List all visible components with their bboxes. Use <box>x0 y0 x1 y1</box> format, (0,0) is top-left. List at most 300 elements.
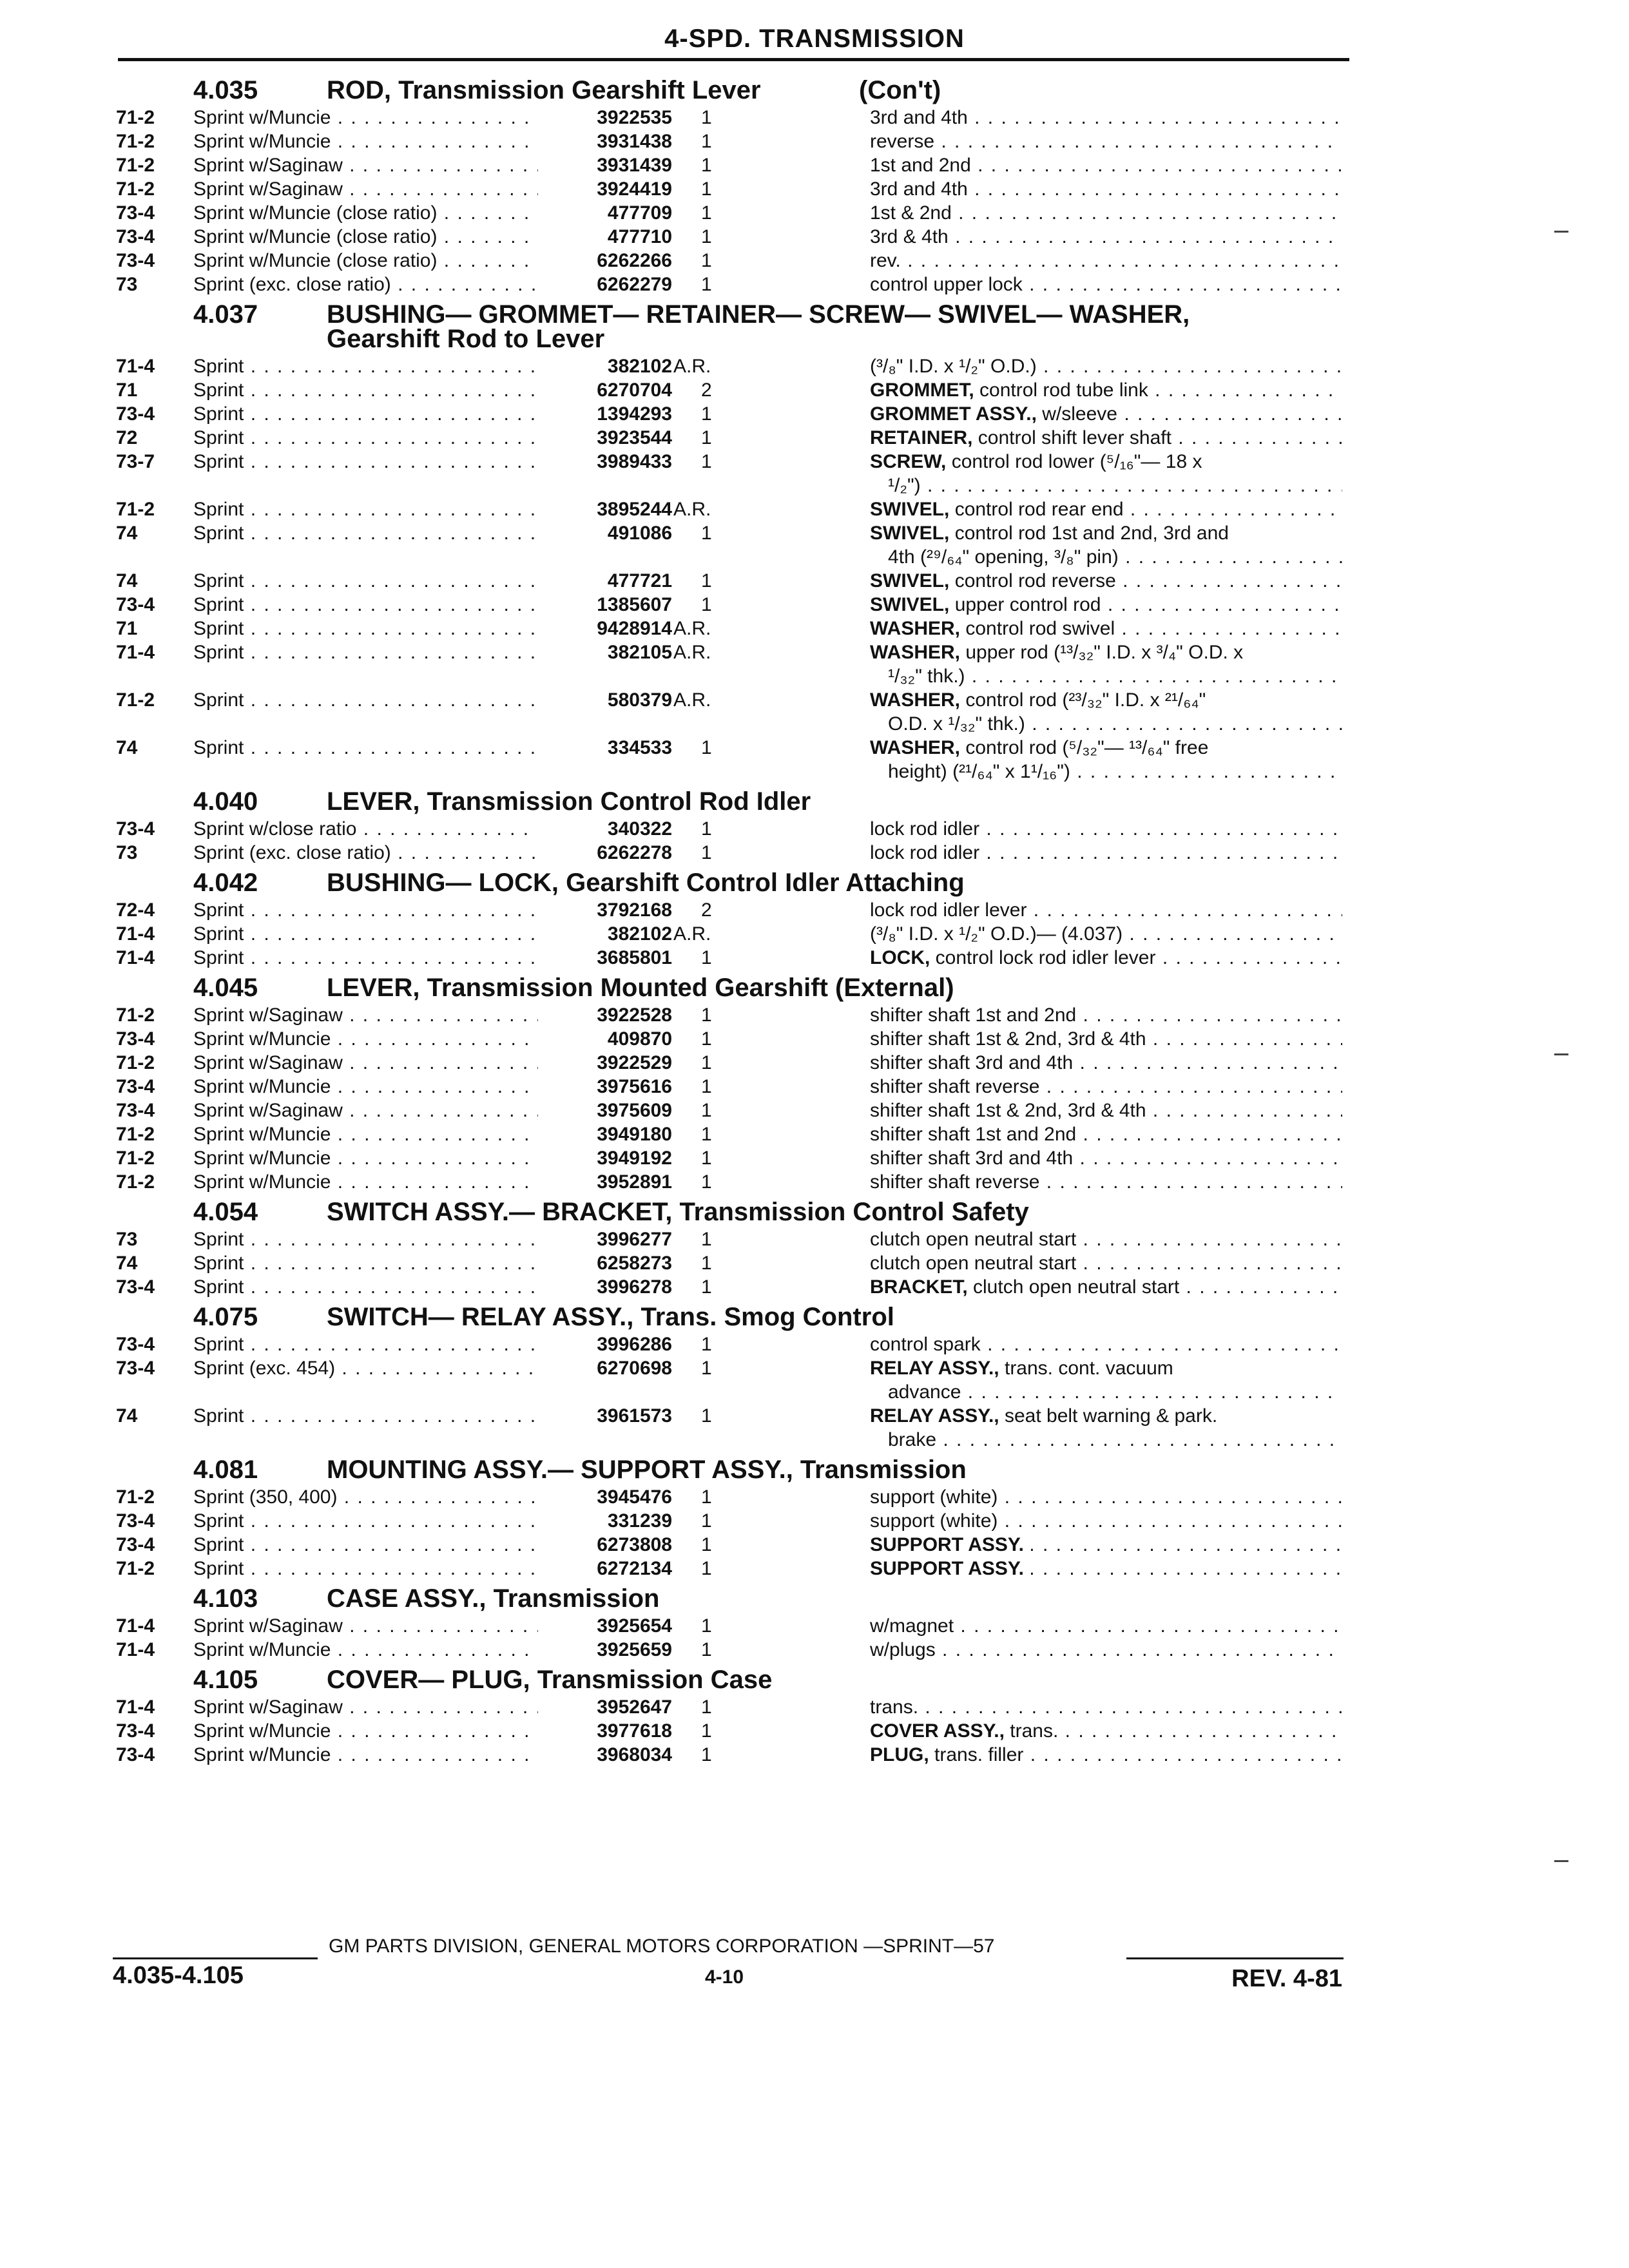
description-text: control rod swivel . . . <box>965 618 1342 639</box>
model-name: Sprint w/Muncie . . . <box>193 1028 538 1050</box>
part-name: BRACKET, <box>870 1276 968 1298</box>
section-number: 4.075 <box>193 1303 258 1331</box>
part-number: 3996286 <box>597 1334 672 1355</box>
footer-rule-left <box>113 1957 318 1959</box>
part-name: WASHER, <box>870 618 961 639</box>
model-year: 74 <box>116 737 138 758</box>
quantity: 2 <box>701 380 712 401</box>
part-description <box>870 618 1342 640</box>
model-name: Sprint . . . <box>193 642 538 664</box>
model-year: 71-2 <box>116 155 155 176</box>
part-row <box>0 1148 1629 1171</box>
description-text-line2: height) (²¹/₆₄" x 1¹/₁₆") . . . <box>888 761 1342 782</box>
model-year: 71-4 <box>116 1696 155 1718</box>
part-number: 477709 <box>607 202 672 224</box>
part-number: 3949192 <box>597 1148 672 1169</box>
quantity: 1 <box>701 451 712 472</box>
part-number: 3931438 <box>597 131 672 152</box>
part-row <box>0 107 1629 131</box>
part-description <box>870 131 1342 153</box>
model-name: Sprint . . . <box>193 899 538 921</box>
description-continued <box>888 1381 1342 1403</box>
part-row <box>0 1334 1629 1358</box>
part-number: 3945476 <box>597 1486 672 1508</box>
quantity: 1 <box>701 1100 712 1121</box>
part-row <box>0 1696 1629 1720</box>
model-year: 71-2 <box>116 689 155 711</box>
part-number: 6270704 <box>597 380 672 401</box>
description-text: clutch open neutral start . . . <box>870 1229 1342 1250</box>
part-name: PLUG, <box>870 1744 929 1765</box>
part-description <box>870 499 1342 521</box>
part-row <box>0 947 1629 971</box>
model-name: Sprint w/Muncie (close ratio) . . . <box>193 202 538 224</box>
model-year: 71-4 <box>116 947 155 968</box>
part-description <box>870 642 1342 664</box>
part-row <box>0 1052 1629 1076</box>
model-name: Sprint . . . <box>193 1229 538 1251</box>
model-name: Sprint . . . <box>193 594 538 616</box>
description-text: seat belt warning & park. <box>1004 1405 1218 1427</box>
part-number: 3922535 <box>597 107 672 128</box>
part-number: 1385607 <box>597 594 672 615</box>
quantity: 1 <box>701 178 712 200</box>
description-text: trans. . . . <box>1010 1720 1342 1742</box>
model-year: 73-4 <box>116 1276 155 1298</box>
part-description <box>870 1253 1342 1274</box>
part-row <box>0 1004 1629 1028</box>
section-continued: (Con't) <box>859 76 941 104</box>
part-number: 580379 <box>607 689 672 711</box>
part-number: 334533 <box>607 737 672 758</box>
part-row <box>0 250 1629 274</box>
quantity: 1 <box>701 403 712 425</box>
description-text: control upper lock . . . <box>870 274 1342 295</box>
quantity: 1 <box>701 1004 712 1026</box>
model-name: Sprint . . . <box>193 380 538 401</box>
part-number: 6258273 <box>597 1253 672 1274</box>
description-text: (³/₈" I.D. x ¹/₂" O.D.)— (4.037) . . . <box>870 923 1342 945</box>
model-name: Sprint w/Muncie (close ratio) . . . <box>193 250 538 272</box>
model-name: Sprint . . . <box>193 618 538 640</box>
quantity: 1 <box>701 818 712 840</box>
model-name: Sprint w/Saginaw . . . <box>193 1696 538 1718</box>
model-year: 73 <box>116 274 138 295</box>
model-year: 71-2 <box>116 107 155 128</box>
model-name: Sprint w/Saginaw . . . <box>193 178 538 200</box>
part-row <box>0 594 1629 618</box>
description-text-line2: O.D. x ¹/₃₂" thk.) . . . <box>888 713 1342 735</box>
part-name: SCREW, <box>870 451 947 472</box>
quantity: 1 <box>701 594 712 615</box>
section-title: CASE ASSY., Transmission <box>327 1584 660 1613</box>
quantity: A.R. <box>673 923 711 945</box>
model-year: 73-4 <box>116 594 155 615</box>
part-name: GROMMET ASSY., <box>870 403 1037 425</box>
part-description <box>870 250 1342 272</box>
part-description <box>870 1052 1342 1074</box>
description-text: shifter shaft 1st and 2nd . . . <box>870 1004 1342 1026</box>
part-number: 477721 <box>607 570 672 591</box>
part-description <box>870 1148 1342 1169</box>
part-description <box>870 1615 1342 1637</box>
model-year: 73-4 <box>116 1100 155 1121</box>
model-year: 74 <box>116 1405 138 1427</box>
model-year: 73-4 <box>116 1720 155 1742</box>
part-number: 3989433 <box>597 451 672 472</box>
description-text-line2: ¹/₂") . . . <box>888 475 1342 496</box>
model-name: Sprint . . . <box>193 1558 538 1580</box>
model-year: 71-4 <box>116 356 155 377</box>
model-year: 71-4 <box>116 1615 155 1637</box>
model-name: Sprint w/Muncie . . . <box>193 1720 538 1742</box>
description-text: control rod reverse . . . <box>955 570 1342 591</box>
quantity: 1 <box>701 1148 712 1169</box>
quantity: 1 <box>701 1052 712 1073</box>
part-description <box>870 202 1342 224</box>
section-title: BUSHING— LOCK, Gearshift Control Idler Attaching <box>327 869 965 897</box>
model-year: 74 <box>116 1253 138 1274</box>
part-row <box>0 642 1629 689</box>
quantity: 1 <box>701 1558 712 1579</box>
part-row <box>0 202 1629 226</box>
part-name: SWIVEL, <box>870 570 950 591</box>
part-description <box>870 1696 1342 1718</box>
description-text: trans. cont. vacuum <box>1004 1358 1173 1379</box>
model-year: 74 <box>116 523 138 544</box>
part-description <box>870 947 1342 969</box>
quantity: 1 <box>701 1534 712 1555</box>
section-title: SWITCH ASSY.— BRACKET, Transmission Control Safety <box>327 1198 1029 1226</box>
quantity: 1 <box>701 1124 712 1145</box>
quantity: 1 <box>701 1744 712 1765</box>
part-number: 382102 <box>607 356 672 377</box>
description-text-line2: brake . . . <box>888 1429 1342 1450</box>
description-text: w/plugs . . . <box>870 1639 1342 1660</box>
part-row <box>0 1510 1629 1534</box>
description-text: control rod lower (⁵/₁₆"— 18 x <box>951 451 1202 472</box>
model-name: Sprint . . . <box>193 356 538 378</box>
model-name: Sprint . . . <box>193 427 538 449</box>
model-name: Sprint (exc. close ratio) . . . <box>193 274 538 296</box>
part-name: GROMMET, <box>870 380 974 401</box>
part-description <box>870 1744 1342 1766</box>
part-description <box>870 380 1342 401</box>
part-row <box>0 1358 1629 1405</box>
part-description <box>870 1510 1342 1532</box>
model-name: Sprint w/Saginaw . . . <box>193 155 538 177</box>
description-continued <box>888 1429 1342 1451</box>
part-name: SWIVEL, <box>870 499 950 520</box>
part-description <box>870 1534 1342 1556</box>
part-name: LOCK, <box>870 947 930 968</box>
part-row <box>0 923 1629 947</box>
model-year: 71-2 <box>116 1171 155 1193</box>
model-name: Sprint w/Muncie . . . <box>193 1148 538 1169</box>
part-number: 6262266 <box>597 250 672 271</box>
model-name: Sprint w/Saginaw . . . <box>193 1615 538 1637</box>
header-rule <box>118 58 1349 61</box>
part-number: 3996278 <box>597 1276 672 1298</box>
part-description <box>870 274 1342 296</box>
model-year: 71 <box>116 618 138 639</box>
part-row <box>0 1615 1629 1639</box>
description-text: support (white) . . . <box>870 1510 1342 1532</box>
model-name: Sprint (exc. 454) . . . <box>193 1358 538 1379</box>
model-name: Sprint w/Muncie (close ratio) . . . <box>193 226 538 248</box>
description-text: control shift lever shaft . . . <box>978 427 1342 448</box>
model-name: Sprint . . . <box>193 403 538 425</box>
model-name: Sprint . . . <box>193 923 538 945</box>
description-text: 1st and 2nd . . . <box>870 155 1342 176</box>
model-name: Sprint w/Muncie . . . <box>193 1171 538 1193</box>
part-number: 9428914 <box>597 618 672 639</box>
quantity: 1 <box>701 250 712 271</box>
description-text: shifter shaft 3rd and 4th . . . <box>870 1148 1342 1169</box>
part-number: 6272134 <box>597 1558 672 1579</box>
part-description <box>870 1171 1342 1193</box>
quantity: 1 <box>701 1229 712 1250</box>
part-row <box>0 1720 1629 1744</box>
part-description <box>870 818 1342 840</box>
model-name: Sprint (exc. close ratio) . . . <box>193 842 538 864</box>
model-year: 71 <box>116 380 138 401</box>
part-row <box>0 356 1629 380</box>
model-year: 71-2 <box>116 131 155 152</box>
model-year: 73 <box>116 842 138 863</box>
margin-mark <box>1554 231 1568 233</box>
model-name: Sprint . . . <box>193 689 538 711</box>
model-name: Sprint w/Muncie . . . <box>193 1076 538 1098</box>
footer-revision: REV. 4-81 <box>1231 1965 1342 1992</box>
part-name: RELAY ASSY., <box>870 1358 999 1379</box>
part-number: 3961573 <box>597 1405 672 1427</box>
part-row <box>0 427 1629 451</box>
part-description <box>870 427 1342 449</box>
description-text: w/magnet . . . <box>870 1615 1342 1637</box>
quantity: 1 <box>701 1510 712 1532</box>
part-number: 3952891 <box>597 1171 672 1193</box>
description-text: shifter shaft 1st & 2nd, 3rd & 4th . . . <box>870 1100 1342 1121</box>
section-title: BUSHING— GROMMET— RETAINER— SCREW— SWIVEL— WASHER, <box>327 300 1190 329</box>
section-number: 4.081 <box>193 1456 258 1484</box>
model-year: 73-4 <box>116 1334 155 1355</box>
part-row <box>0 899 1629 923</box>
description-continued <box>888 546 1342 568</box>
part-row <box>0 1229 1629 1253</box>
model-year: 71-2 <box>116 1052 155 1073</box>
model-name: Sprint w/Saginaw . . . <box>193 1004 538 1026</box>
section-number: 4.105 <box>193 1666 258 1694</box>
part-number: 409870 <box>607 1028 672 1050</box>
part-description <box>870 842 1342 864</box>
description-text: lock rod idler . . . <box>870 842 1342 863</box>
description-text: control lock rod idler lever . . . <box>936 947 1342 968</box>
part-name: WASHER, <box>870 689 961 711</box>
quantity: A.R. <box>673 642 711 663</box>
description-text-line2: ¹/₃₂" thk.) . . . <box>888 666 1342 687</box>
part-description <box>870 689 1342 711</box>
part-name: WASHER, <box>870 737 961 758</box>
model-name: Sprint w/Muncie . . . <box>193 131 538 153</box>
description-text-line2: advance . . . <box>888 1381 1342 1403</box>
model-year: 71-2 <box>116 1486 155 1508</box>
part-description <box>870 226 1342 248</box>
part-number: 3925654 <box>597 1615 672 1637</box>
part-description <box>870 923 1342 945</box>
part-description <box>870 1276 1342 1298</box>
model-year: 71-2 <box>116 1558 155 1579</box>
description-text: control rod tube link . . . <box>979 380 1342 401</box>
model-year: 73-4 <box>116 1744 155 1765</box>
part-number: 3792168 <box>597 899 672 921</box>
part-name: COVER ASSY., <box>870 1720 1005 1742</box>
part-number: 3923544 <box>597 427 672 448</box>
part-number: 3925659 <box>597 1639 672 1660</box>
part-number: 3975616 <box>597 1076 672 1097</box>
part-number: 491086 <box>607 523 672 544</box>
section-number: 4.103 <box>193 1584 258 1613</box>
quantity: 1 <box>701 1028 712 1050</box>
model-name: Sprint w/Muncie . . . <box>193 1744 538 1766</box>
quantity: 1 <box>701 1171 712 1193</box>
page-title: 4-SPD. TRANSMISSION <box>664 24 965 53</box>
part-row <box>0 1076 1629 1100</box>
model-year: 71-4 <box>116 642 155 663</box>
model-year: 73-4 <box>116 202 155 224</box>
model-name: Sprint w/Muncie . . . <box>193 107 538 129</box>
section-title: MOUNTING ASSY.— SUPPORT ASSY., Transmission <box>327 1456 967 1484</box>
model-year: 73-4 <box>116 1076 155 1097</box>
description-text: 3rd and 4th . . . <box>870 178 1342 200</box>
model-year: 71-2 <box>116 1124 155 1145</box>
quantity: 1 <box>701 1696 712 1718</box>
description-text: shifter shaft 1st & 2nd, 3rd & 4th . . . <box>870 1028 1342 1050</box>
description-text: control rod 1st and 2nd, 3rd and <box>954 523 1229 544</box>
part-row <box>0 1100 1629 1124</box>
part-row <box>0 1744 1629 1768</box>
model-name: Sprint w/Saginaw . . . <box>193 1052 538 1074</box>
part-row <box>0 1639 1629 1663</box>
part-number: 6273808 <box>597 1534 672 1555</box>
description-text: upper control rod . . . <box>955 594 1342 615</box>
part-name: RELAY ASSY., <box>870 1405 999 1427</box>
description-continued <box>888 475 1342 497</box>
description-text: control rod rear end . . . <box>955 499 1342 520</box>
section-number: 4.035 <box>193 76 258 104</box>
model-name: Sprint . . . <box>193 1276 538 1298</box>
description-text-line2: 4th (²⁹/₆₄" opening, ³/₈" pin) . . . <box>888 546 1342 568</box>
part-number: 3685801 <box>597 947 672 968</box>
part-description <box>870 1720 1342 1742</box>
model-name: Sprint . . . <box>193 1405 538 1427</box>
part-row <box>0 380 1629 403</box>
description-continued <box>888 713 1342 735</box>
model-year: 71-4 <box>116 1639 155 1660</box>
part-row <box>0 842 1629 866</box>
part-number: 382105 <box>607 642 672 663</box>
part-number: 3922529 <box>597 1052 672 1073</box>
part-description <box>870 356 1342 378</box>
part-row <box>0 131 1629 155</box>
model-name: Sprint w/Muncie . . . <box>193 1124 538 1146</box>
model-name: Sprint . . . <box>193 523 538 544</box>
part-description <box>870 1028 1342 1050</box>
description-text: control rod (⁵/₃₂"— ¹³/₆₄" free <box>965 737 1209 758</box>
model-year: 74 <box>116 570 138 591</box>
section-number: 4.042 <box>193 869 258 897</box>
part-number: 1394293 <box>597 403 672 425</box>
part-row <box>0 689 1629 737</box>
part-row <box>0 1124 1629 1148</box>
section-title-line2: Gearshift Rod to Lever <box>327 325 605 353</box>
model-year: 73 <box>116 1229 138 1250</box>
part-number: 3975609 <box>597 1100 672 1121</box>
part-row <box>0 1534 1629 1558</box>
description-text: clutch open neutral start . . . <box>870 1253 1342 1274</box>
model-name: Sprint w/Saginaw . . . <box>193 1100 538 1122</box>
part-row <box>0 1028 1629 1052</box>
quantity: 1 <box>701 947 712 968</box>
model-name: Sprint w/Muncie . . . <box>193 1639 538 1661</box>
model-year: 73-4 <box>116 250 155 271</box>
quantity: 1 <box>701 1253 712 1274</box>
model-year: 71-2 <box>116 178 155 200</box>
quantity: 1 <box>701 570 712 591</box>
model-year: 73-4 <box>116 1358 155 1379</box>
part-row <box>0 178 1629 202</box>
part-row <box>0 1405 1629 1453</box>
part-number: 477710 <box>607 226 672 247</box>
part-row <box>0 1171 1629 1195</box>
part-description <box>870 570 1342 592</box>
quantity: 1 <box>701 1615 712 1637</box>
quantity: 1 <box>701 1720 712 1742</box>
part-number: 3949180 <box>597 1124 672 1145</box>
model-year: 73-4 <box>116 818 155 840</box>
part-row <box>0 1486 1629 1510</box>
model-year: 72 <box>116 427 138 448</box>
part-row <box>0 451 1629 499</box>
part-description <box>870 1405 1342 1427</box>
part-row <box>0 523 1629 570</box>
part-row <box>0 818 1629 842</box>
quantity: 1 <box>701 1405 712 1427</box>
description-text: trans. . . . <box>870 1696 1342 1718</box>
model-year: 73-7 <box>116 451 155 472</box>
footer-publisher: GM PARTS DIVISION, GENERAL MOTORS CORPORATION —SPRINT—57 <box>329 1936 995 1957</box>
model-year: 71-4 <box>116 923 155 945</box>
part-description <box>870 594 1342 616</box>
footer-rule-right <box>1126 1957 1344 1959</box>
part-row <box>0 274 1629 298</box>
quantity: 1 <box>701 842 712 863</box>
section-title: ROD, Transmission Gearshift Lever <box>327 76 761 104</box>
part-number: 331239 <box>607 1510 672 1532</box>
section-number: 4.054 <box>193 1198 258 1226</box>
section-title: COVER— PLUG, Transmission Case <box>327 1666 773 1694</box>
description-continued <box>888 666 1342 687</box>
section-number: 4.037 <box>193 300 258 329</box>
model-year: 73-4 <box>116 403 155 425</box>
model-name: Sprint . . . <box>193 1334 538 1356</box>
part-description <box>870 737 1342 759</box>
description-text: lock rod idler lever . . . <box>870 899 1342 921</box>
model-name: Sprint w/close ratio . . . <box>193 818 538 840</box>
part-number: 6262278 <box>597 842 672 863</box>
part-description <box>870 107 1342 129</box>
quantity: 1 <box>701 202 712 224</box>
